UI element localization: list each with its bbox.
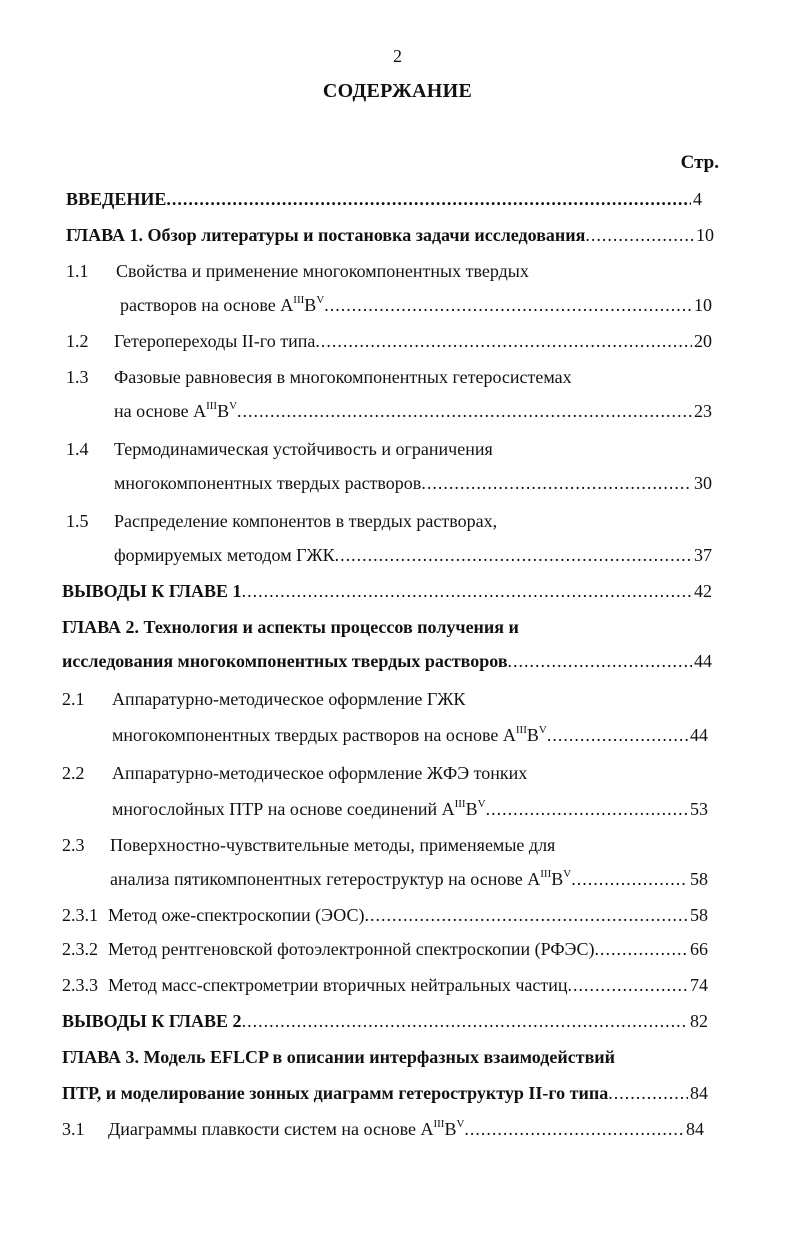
toc-entry-2-3-1[interactable] — [108, 902, 708, 928]
toc-page-number: 4 — [693, 189, 702, 209]
toc-entry-title: Метод рентгеновской фотоэлектронной спектроскопии (РФЭС) — [108, 939, 595, 959]
toc-entry-title: ВЫВОДЫ К ГЛАВЕ 2 — [62, 1011, 242, 1031]
toc-entry-2-3-3[interactable] — [108, 972, 708, 998]
toc-entry-2-3[interactable] — [110, 866, 708, 892]
toc-page-number: 58 — [690, 869, 708, 889]
toc-page-number: 66 — [690, 939, 708, 959]
toc-entry-conclusions-2[interactable] — [62, 1008, 708, 1034]
toc-entry-2-1[interactable] — [112, 722, 708, 748]
page-number: 2 — [393, 46, 402, 66]
toc-entry-number: 3.1 — [62, 1119, 85, 1139]
toc-entry-number: 2.3.3 — [62, 975, 98, 995]
toc-entry-number: 1.2 — [66, 331, 89, 351]
toc-entry-line-1[interactable]: Аппаратурно-методическое оформление ГЖК — [112, 689, 466, 709]
toc-entry-title: Метод масс-спектрометрии вторичных нейтральных частиц — [108, 975, 568, 995]
toc-entry-line-2: исследования многокомпонентных твердых растворов — [62, 651, 508, 671]
toc-entry-line-2: ПТР, и моделирование зонных диаграмм гетероструктур II-го типа — [62, 1083, 609, 1103]
toc-entry-number: 2.2 — [62, 763, 85, 783]
toc-page-number: 44 — [694, 651, 712, 671]
toc-entry-2-3-2[interactable] — [108, 936, 708, 962]
toc-page-number: 84 — [686, 1119, 704, 1139]
toc-entry-1-2[interactable] — [114, 328, 712, 354]
toc-entry-line-2: растворов на основе $А^{III}В^V$ — [120, 294, 325, 315]
toc-entry-number: 2.3 — [62, 835, 85, 855]
toc-entry-line-1[interactable]: ГЛАВА 3. Модель EFLCP в описании интерфазных взаимодействий — [62, 1047, 616, 1067]
toc-entry-1-5[interactable] — [114, 542, 712, 568]
toc-entry-title: ВЫВОДЫ К ГЛАВЕ 1 — [62, 581, 242, 601]
toc-page-number: 10 — [696, 225, 714, 245]
toc-entry-number: 1.3 — [66, 367, 89, 387]
toc-entry-number: 1.5 — [66, 511, 89, 531]
toc-entry-line-2: многослойных ПТР на основе соединений $А^{III}В^V$ — [112, 798, 486, 819]
toc-entry-line-2: на основе $А^{III}В^V$ — [114, 400, 238, 421]
toc-entry-line-1[interactable]: Фазовые равновесия в многокомпонентных гетеросистемах — [114, 367, 572, 387]
toc-entry-number: 1.1 — [66, 261, 89, 281]
toc-entry-conclusions-1[interactable] — [62, 578, 712, 604]
toc-page-number: 58 — [690, 905, 708, 925]
toc-page-number: 37 — [694, 545, 712, 565]
toc-entry-title: Диаграммы плавкости систем на основе $А^{III}В^V$ — [108, 1118, 465, 1139]
toc-entry-line-1[interactable]: Свойства и применение многокомпонентных твердых — [116, 261, 529, 281]
toc-entry-1-1[interactable] — [120, 292, 712, 318]
toc-entry-number: 2.3.1 — [62, 905, 98, 925]
toc-page-number: 23 — [694, 401, 712, 421]
toc-entry-line-1[interactable]: Поверхностно-чувствительные методы, применяемые для — [110, 835, 556, 855]
toc-entry-2-2[interactable] — [112, 796, 708, 822]
page-column-header: Стр. — [680, 152, 719, 173]
toc-page-number: 84 — [690, 1083, 708, 1103]
toc-entry-chapter-3[interactable] — [62, 1080, 708, 1106]
page-title: СОДЕРЖАНИЕ — [322, 80, 473, 102]
toc-page-number: 53 — [690, 799, 708, 819]
toc-entry-chapter-2[interactable] — [62, 648, 712, 674]
toc-entry-line-1[interactable]: Термодинамическая устойчивость и ограничения — [114, 439, 493, 459]
toc-entry-line-2: формируемых методом ГЖК — [114, 545, 335, 565]
toc-entry-title: ВВЕДЕНИЕ — [66, 189, 167, 209]
toc-page-number: 10 — [694, 295, 712, 315]
toc-entry-1-4[interactable] — [114, 470, 712, 496]
toc-entry-line-2: многокомпонентных твердых растворов на основе $А^{III}В^V$ — [112, 724, 547, 745]
toc-entry-line-1[interactable]: Распределение компонентов в твердых растворах, — [114, 511, 498, 531]
toc-entry-number: 2.3.2 — [62, 939, 98, 959]
toc-entry-1-3[interactable] — [114, 398, 712, 424]
toc-entry-line-1[interactable]: Аппаратурно-методическое оформление ЖФЭ тонких — [112, 763, 528, 783]
toc-page-number: 74 — [690, 975, 708, 995]
toc-entry-title: Гетеропереходы II-го типа — [114, 331, 316, 351]
toc-entry-introduction[interactable] — [66, 186, 702, 212]
toc-entry-number: 1.4 — [66, 439, 89, 459]
toc-entry-3-1[interactable] — [108, 1116, 704, 1142]
toc-entry-number: 2.1 — [62, 689, 85, 709]
toc-entry-title: ГЛАВА 1. Обзор литературы и постановка задачи исследования — [66, 225, 586, 245]
toc-page-number: 42 — [694, 581, 712, 601]
toc-entry-title: Метод оже-спектроскопии (ЭОС) — [108, 905, 365, 925]
toc-entry-line-2: многокомпонентных твердых растворов — [114, 473, 422, 493]
toc-entry-line-2: анализа пятикомпонентных гетероструктур на основе $А^{III}В^V$ — [110, 868, 572, 889]
toc-page-number: 30 — [694, 473, 712, 493]
toc-page-number: 44 — [690, 725, 708, 745]
toc-page-number: 82 — [690, 1011, 708, 1031]
toc-entry-chapter-1[interactable] — [66, 222, 714, 248]
toc-page-number: 20 — [694, 331, 712, 351]
toc-entry-line-1[interactable]: ГЛАВА 2. Технология и аспекты процессов получения и — [62, 617, 519, 637]
